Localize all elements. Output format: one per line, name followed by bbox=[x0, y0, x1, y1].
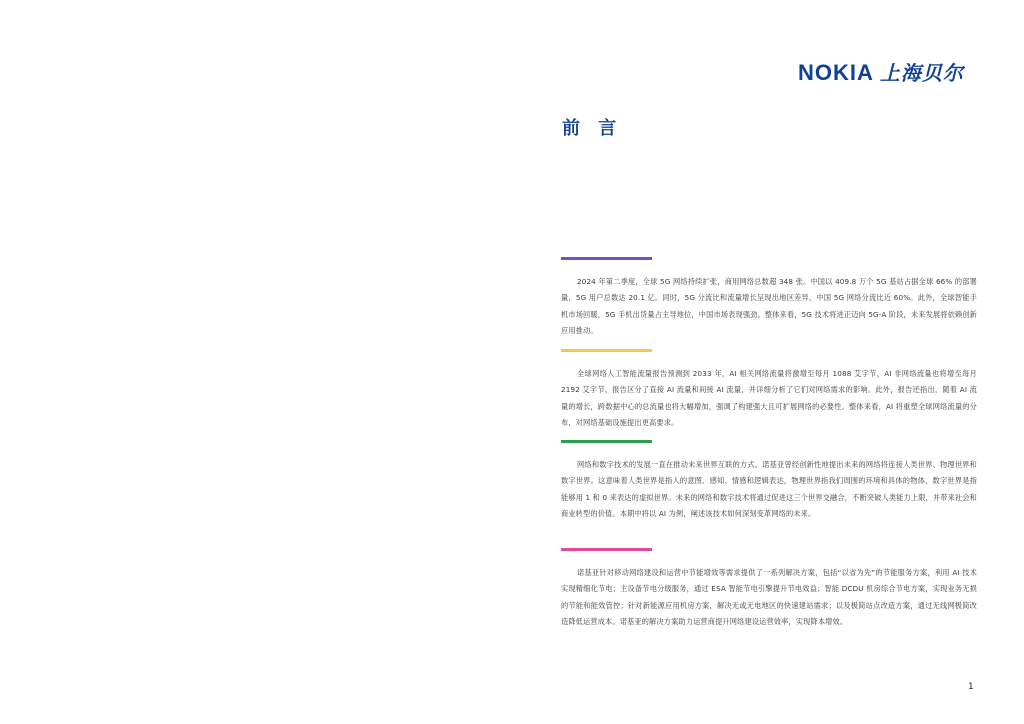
logo-chinese-text: 上海贝尔 bbox=[879, 61, 964, 85]
section-3-accent-bar bbox=[561, 440, 652, 443]
section-2-accent-bar bbox=[561, 349, 652, 352]
section-2 bbox=[561, 349, 977, 431]
logo-nokia-text: NOKIA bbox=[798, 60, 874, 85]
section-4-accent-bar bbox=[561, 548, 652, 551]
section-1-accent-bar bbox=[561, 257, 652, 260]
section-3-paragraph: 网络和数字技术的发展一直在推动未来世界互联的方式。诺基亚曾经创新性地提出未来的网络将连接人类世界、物理世界和数字世界。这意味着人类世界是指人的意图、感知、情感和逻辑表达，物理世界指我们周围的环境和具体的物体，数字世界是指能够用 1 和 0 来表达的虚拟世界。未来的网络和数字技术将通过促进这三个世界交融合，不断突破人类能力上限，并带来社会和商业转型的价值。本期中将以 AI 为例，阐述该技术如何深刻变革网络的未来。 bbox=[561, 460, 977, 518]
page-title: 前 言 bbox=[562, 118, 623, 139]
section-3 bbox=[561, 440, 977, 522]
section-4-paragraph: 诺基亚针对移动网络建设和运营中节能增效等需求提供了一系列解决方案，包括“以省为先”的节能服务方案，利用 AI 技术实现精细化节电；主设备节电分级服务，通过 ESA 智能节电引擎提升节电效益；智能 DCDU 机房综合节电方案，实现业务无损的节能和能效管控；针对新能源应用机房方案，解决无或无电地区的快速建站需求；以及极简站点改造方案，通过无线网极简改造降低运营成本。诺基亚的解决方案助力运营商提升网络建设运营效率，实现降本增效。 bbox=[561, 568, 977, 626]
page-number: 1 bbox=[968, 682, 974, 692]
section-2-paragraph: 全球网络人工智能流量报告预测到 2033 年，AI 相关网络流量将激增至每月 1088 艾字节，AI 非网络流量也将增至每月 2192 艾字节。报告区分了直接 AI 流量和间接 AI 流量，并详细分析了它们对网络需求的影响。此外，报告还指出，随着 AI 流量的增长，跨数据中心的总流量也将大幅增加，强调了构建强大且可扩展网络的必要性。整体来看，AI 将重塑全球网络流量的分布，对网络基础设施提出更高要求。 bbox=[561, 369, 977, 427]
section-1-paragraph: 2024 年第二季度，全球 5G 网络持续扩张，商用网络总数超 348 张。中国以 409.8 万个 5G 基站占据全球 66% 的部署量，5G 用户总数达 20.1 亿。同时，5G 分流比和流量增长呈现出地区差异，中国 5G 网络分流比近 60%。此外，全球智能手机市场回暖，5G 手机出货量占主导地位，中国市场表现强劲。整体来看，5G 技术将进正迈向 5G-A 阶段，未来发展将依赖创新应用推动。 bbox=[561, 277, 977, 335]
nokia-shanghai-bell-logo bbox=[798, 60, 973, 86]
section-4 bbox=[561, 548, 977, 630]
section-1 bbox=[561, 257, 977, 339]
